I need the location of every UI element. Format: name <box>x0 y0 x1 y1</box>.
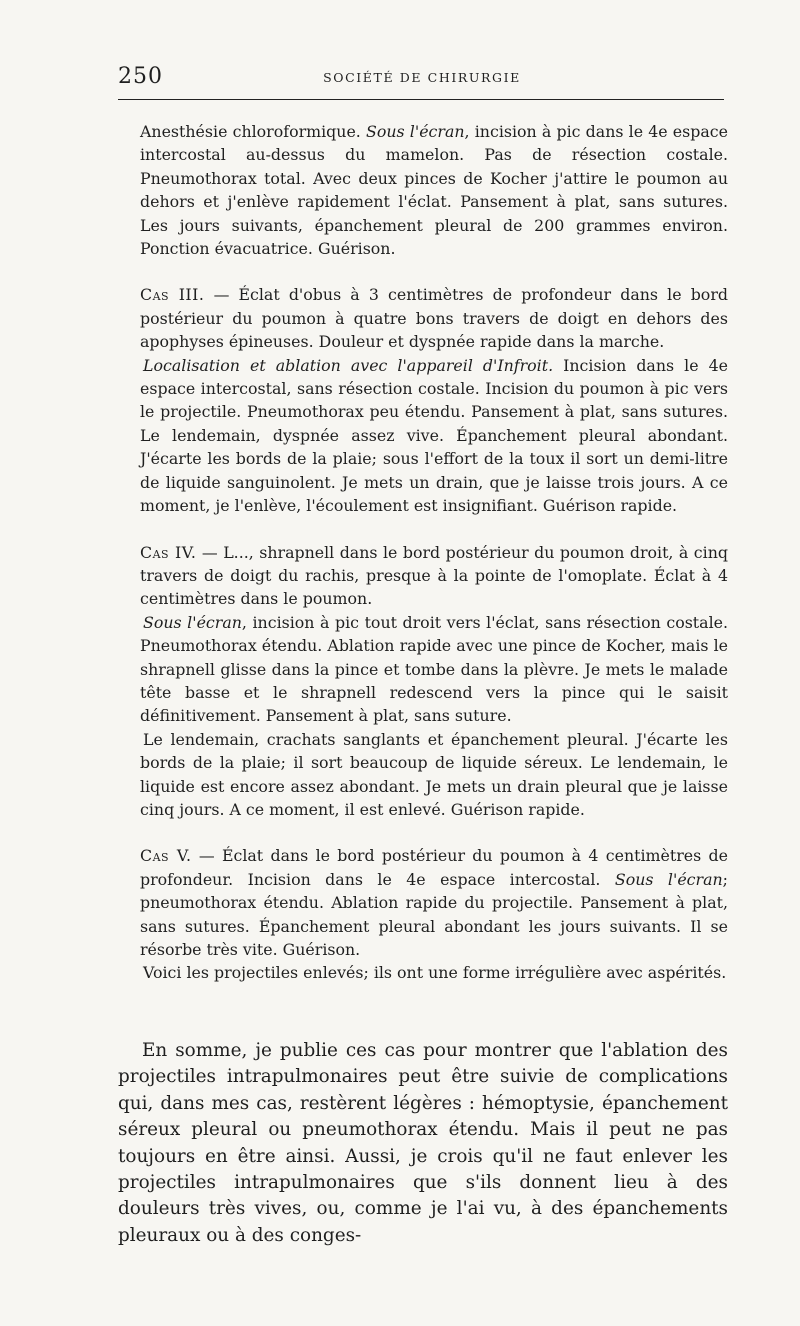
case4-procedure: Sous l'écran, incision à pic tout droit vers l'éclat, sans résection costale. Pneumothorax étendu. Ablation rapide avec une pince de Kocher, mais le shrapnell glisse dans la pince et tombe dans la plèvre. Je mets le malade tête basse et le shrapnell redescend vers la pince qui le saisit définitivement. Pansement à plat, sans suture. <box>140 612 728 726</box>
case-reports <box>140 120 728 985</box>
case4-paragraph: Cas IV. — L..., shrapnell dans le bord postérieur du poumon droit, à cinq travers de doigt du rachis, presque à la pointe de l'omoplate. Éclat à 4 centimètres dans le poumon. <box>140 542 728 609</box>
conclusion-paragraph: En somme, je publie ces cas pour montrer que l'ablation des projectiles intrapulmonaires peut être suivie de complications qui, dans mes cas, restèrent légères : hémoptysie, épanchement séreux pleural ou pneumothorax étendu. Mais il peut ne pas toujours en être ainsi. Aussi, je crois qu'il ne faut enlever les projectiles intrapulmonaires que s'ils donnent lieu à des douleurs très vives, ou, comme je l'ai vu, à des épanchements pleuraux ou à des conges- <box>118 1040 728 1246</box>
case3-paragraph: Cas III. — Éclat d'obus à 3 centimètres de profondeur dans le bord postérieur du poumon à quatre bons travers de doigt en dehors des apophyses épineuses. Douleur et dyspnée rapide dans la marche. <box>140 285 728 352</box>
header-rule <box>118 99 724 100</box>
case4-label: Cas IV. <box>140 542 197 562</box>
case5-projectiles-note: Voici les projectiles enlevés; ils ont une forme irrégulière avec aspérités. <box>143 963 727 983</box>
case5-label: Cas V. <box>140 846 192 866</box>
case2-continued-paragraph: Anesthésie chloroformique. Sous l'écran, incision à pic dans le 4e espace intercostal au-dessus du mamelon. Pas de résection costale. Pneumothorax total. Avec deux pinces de Kocher j'attire le poumon au dehors et j'enlève rapidement l'éclat. Pansement à plat, sans sutures. Les jours suivants, épanchement pleural de 200 grammes environ. Ponction évacuatrice. Guérison. <box>140 122 728 259</box>
page-number: 250 <box>118 64 163 89</box>
case5-paragraph: Cas V. — Éclat dans le bord postérieur du poumon à 4 centimètres de profondeur. Incision dans le 4e espace intercostal. Sous l'écran; pneumothorax étendu. Ablation rapide du projectile. Pansement à plat, sans sutures. Épanchement pleural abondant les jours suivants. Il se résorbe très vite. Guérison. <box>140 846 728 959</box>
case4-followup: Le lendemain, crachats sanglants et épanchement pleural. J'écarte les bords de la plaie; il sort beaucoup de liquide séreux. Le lendemain, le liquide est encore assez abondant. Je mets un drain pleural que je laisse cinq jours. A ce moment, il est enlevé. Guérison rapide. <box>140 729 728 819</box>
case3-procedure: Localisation et ablation avec l'appareil d'Infroit. Incision dans le 4e espace intercostal, sans résection costale. Incision du poumon à pic vers le projectile. Pneumothorax peu étendu. Pansement à plat, sans sutures. Le lendemain, dyspnée assez vive. Épanchement pleural abondant. J'écarte les bords de la plaie; sous l'effort de la toux il sort un demi-litre de liquide sanguinolent. Je mets un drain, que je laisse trois jours. A ce moment, je l'enlève, l'écoulement est insignifiant. Guérison rapide. <box>140 355 728 516</box>
page-header <box>118 64 726 94</box>
case3-label: Cas III. <box>140 285 205 305</box>
running-title: SOCIÉTÉ DE CHIRURGIE <box>323 70 521 85</box>
